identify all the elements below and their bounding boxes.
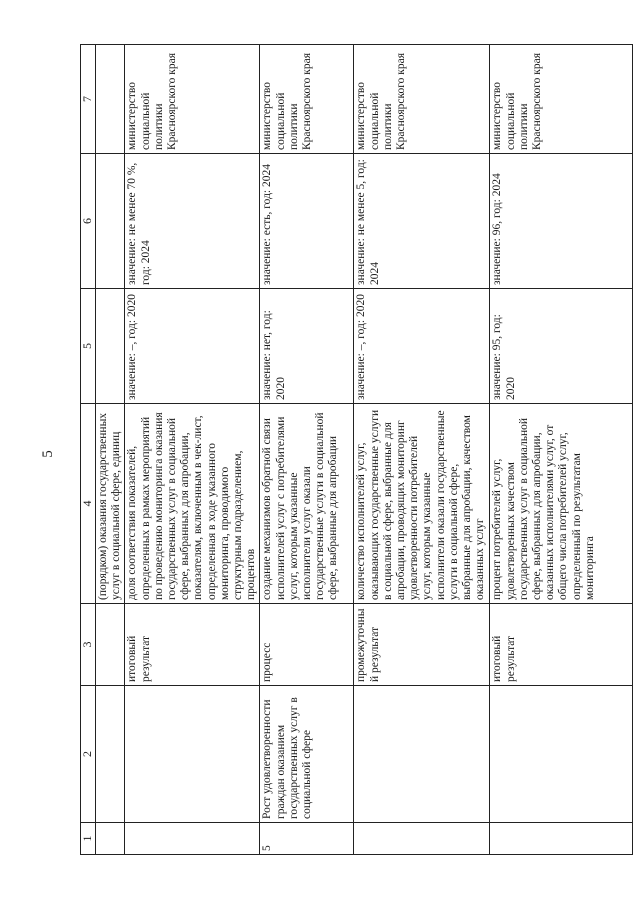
target-value-cell: значение: 96, год: 2024 (490, 154, 633, 289)
cell-empty (96, 823, 125, 855)
target-value-cell: значение: не менее 5, год: 2024 (354, 154, 490, 289)
indicator-cell: доля соответствия показателей, определенных в рамках мероприятий по проведению мониторинга оказания государственных услуг в социальной сфере, выбранных для апробации, показателям, включенным в чек-лист, определенная в ходе указанного мониторинга, проводимого структурным подразделением, процентов (125, 404, 260, 604)
indicator-cell: количество исполнителей услуг, оказывающих государственные услуги в социальной сфере, выбранные для апробации, проводящих мониторинг удовлетворенности потребителей услуг, которым указанные исполнители оказали государственные услуги в социальной сфере, выбранные для апробации, качеством оказанных услуг (354, 404, 490, 604)
header-cell-6: 6 (81, 154, 96, 289)
table-row (260, 45, 354, 855)
table-row (125, 45, 260, 855)
goal-cell: Рост удовлетворенности граждан оказанием государственных услуг в социальной сфере (260, 686, 354, 823)
base-value-cell: значение: –, год: 2020 (125, 289, 260, 404)
header-cell-1: 1 (81, 823, 96, 855)
header-cell-7: 7 (81, 45, 96, 154)
target-value-cell: значение: не менее 70 %, год: 2024 (125, 154, 260, 289)
base-value-cell: значение: нет, год: 2020 (260, 289, 354, 404)
cell-empty (490, 823, 633, 855)
result-type-cell: итоговый результат (125, 604, 260, 686)
indicator-cell: создание механизмов обратной связи исполнителей услуг с потребителями услуг, которым указанные исполнители услуг оказали государственные услуги в социальной сфере, выбранные для апробации (260, 404, 354, 604)
cell-empty (354, 823, 490, 855)
responsible-cell: министерство социальной политики Красноярского края (125, 45, 260, 154)
header-cell-3: 3 (81, 604, 96, 686)
result-type-cell: промежуточный результат (354, 604, 490, 686)
target-value-cell: значение: есть, год: 2024 (260, 154, 354, 289)
row-number-cell: 5 (260, 823, 354, 855)
cell-empty (490, 686, 633, 823)
base-value-cell: значение: –, год: 2020 (354, 289, 490, 404)
header-row (81, 45, 96, 855)
header-cell-5: 5 (81, 289, 96, 404)
cell-empty (96, 45, 125, 154)
rotated-table-container (80, 45, 600, 855)
table-row (490, 45, 633, 855)
responsible-cell: министерство социальной политики Красноярского края (490, 45, 633, 154)
cell-empty (125, 823, 260, 855)
header-cell-2: 2 (81, 686, 96, 823)
results-table (80, 44, 633, 855)
base-value-cell: значение: 95, год: 2020 (490, 289, 633, 404)
cell-empty (125, 686, 260, 823)
indicator-cell: процент потребителей услуг, удовлетворенных качеством государственных услуг в социальной сфере, выбранных для апробации, оказанных исполнителями услуг, от общего числа потребителей услуг, определенный по результатам мониторинга (490, 404, 633, 604)
responsible-cell: министерство социальной политики Красноярского края (260, 45, 354, 154)
cell-empty (96, 686, 125, 823)
cell-empty (96, 289, 125, 404)
cell-empty (354, 686, 490, 823)
table-row (354, 45, 490, 855)
header-cell-4: 4 (81, 404, 96, 604)
table-row (96, 45, 125, 855)
result-type-cell: итоговый результат (490, 604, 633, 686)
indicator-cell: (порядком) оказания государственных услуг в социальной сфере, единиц (96, 404, 125, 604)
result-type-cell: процесс (260, 604, 354, 686)
responsible-cell: министерство социальной политики Красноярского края (354, 45, 490, 154)
cell-empty (96, 604, 125, 686)
cell-empty (96, 154, 125, 289)
page-number: 5 (40, 450, 56, 458)
